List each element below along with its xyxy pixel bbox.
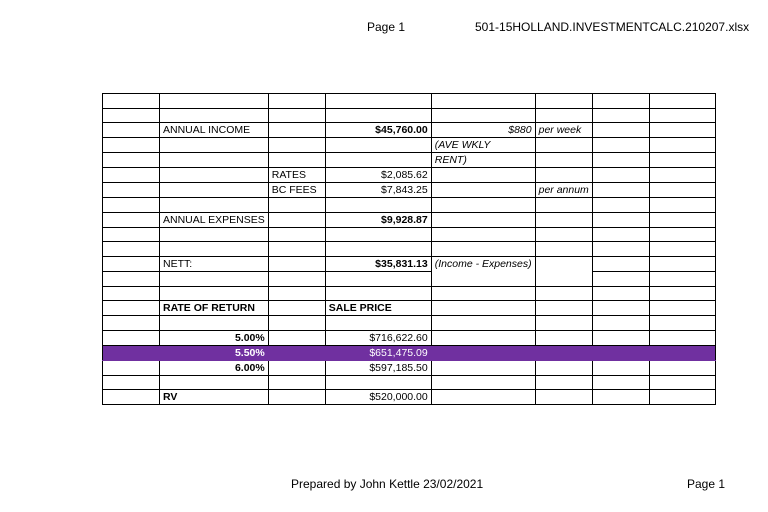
ave-wkly-note: (AVE WKLY <box>431 138 535 153</box>
rate-of-return-header: RATE OF RETURN <box>160 301 269 316</box>
table-row <box>103 153 716 168</box>
annual-income-row <box>103 123 716 138</box>
table-row <box>103 286 716 301</box>
annual-expenses-label: ANNUAL EXPENSES <box>160 212 269 227</box>
table-row <box>103 227 716 242</box>
rates-label: RATES <box>268 168 325 183</box>
bc-fees-value: $7,843.25 <box>325 183 431 198</box>
rate-row-highlighted <box>103 345 716 360</box>
weekly-rent-value: $880 <box>431 123 535 138</box>
table-row <box>103 242 716 257</box>
prepared-by-footer: Prepared by John Kettle 23/02/2021 <box>291 477 484 491</box>
annual-expenses-value: $9,928.87 <box>325 212 431 227</box>
per-annum-label: per annum <box>535 183 592 198</box>
nett-note: (Income - Expenses) <box>431 256 535 271</box>
spreadsheet-table <box>102 93 716 405</box>
sale-price-value: $716,622.60 <box>325 330 431 345</box>
nett-row <box>103 256 716 271</box>
rate-value: 5.00% <box>160 330 269 345</box>
table-row <box>103 375 716 390</box>
nett-value: $35,831.13 <box>325 256 431 271</box>
bc-fees-label: BC FEES <box>268 183 325 198</box>
rate-value: 5.50% <box>160 345 269 360</box>
page-number-footer: Page 1 <box>687 477 726 491</box>
table-row <box>103 316 716 331</box>
table-row <box>103 108 716 123</box>
rv-value: $520,000.00 <box>325 390 431 405</box>
table-row <box>103 198 716 213</box>
annual-expenses-row <box>103 212 716 227</box>
annual-income-label: ANNUAL INCOME <box>160 123 269 138</box>
table-row <box>103 94 716 109</box>
table-row <box>103 271 716 286</box>
rates-row <box>103 168 716 183</box>
sale-price-header: SALE PRICE <box>325 301 431 316</box>
rv-row <box>103 390 716 405</box>
rate-header-row <box>103 301 716 316</box>
table-row <box>103 138 716 153</box>
nett-label: NETT: <box>160 256 269 271</box>
file-name: 501-15HOLLAND.INVESTMENTCALC.210207.xlsx <box>475 20 750 34</box>
rent-note: RENT) <box>431 153 535 168</box>
bc-fees-row <box>103 183 716 198</box>
page-number-header: Page 1 <box>367 20 406 34</box>
sale-price-value: $597,185.50 <box>325 360 431 375</box>
sale-price-value: $651,475.09 <box>325 345 431 360</box>
per-week-label: per week <box>535 123 592 138</box>
rate-value: 6.00% <box>160 360 269 375</box>
annual-income-value: $45,760.00 <box>325 123 431 138</box>
rates-value: $2,085.62 <box>325 168 431 183</box>
rate-row <box>103 330 716 345</box>
rv-label: RV <box>160 390 269 405</box>
rate-row <box>103 360 716 375</box>
